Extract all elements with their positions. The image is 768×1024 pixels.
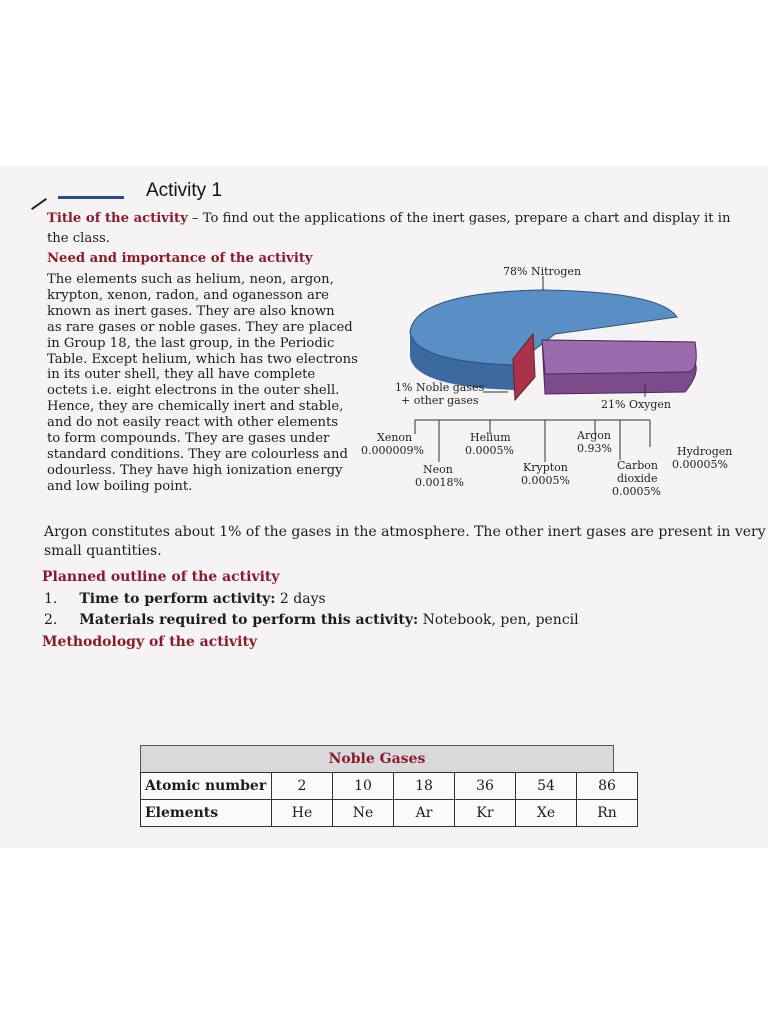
- need-line: The elements such as helium, neon, argon,: [47, 272, 334, 287]
- need-line: in its outer shell, they all have complete: [47, 367, 316, 383]
- label-oxygen: 21% Oxygen: [601, 398, 672, 411]
- outline-heading: Planned outline of the activity: [42, 569, 280, 585]
- need-line: standard conditions. They are colourless and: [47, 446, 348, 462]
- table-cell: He: [272, 800, 333, 827]
- need-line: in Group 18, the last group, in the Periodic: [47, 335, 335, 351]
- need-line: krypton, xenon, radon, and oganesson are: [47, 287, 329, 303]
- heading-rule: [58, 196, 124, 199]
- table-cell: 36: [455, 773, 516, 800]
- need-line: to form compounds. They are gases under: [47, 431, 330, 447]
- need-paragraph: [47, 272, 358, 495]
- label-hydrogen: Hydrogen: [677, 445, 733, 458]
- need-line: known as inert gases. They are also known: [47, 303, 335, 319]
- value-carbon: 0.0005%: [612, 485, 661, 498]
- need-line: and low boiling point.: [47, 478, 193, 494]
- table-cell: 10: [333, 773, 394, 800]
- need-line: Hence, they are chemically inert and stable,: [47, 399, 344, 415]
- need-line: as rare gases or noble gases. They are placed: [47, 319, 353, 335]
- table-cell: Xe: [516, 800, 577, 827]
- table-cell: Rn: [577, 800, 638, 827]
- label-carbon-2: dioxide: [617, 472, 658, 485]
- activity-title-cont: the class.: [47, 231, 110, 246]
- outline-item-1: [44, 591, 326, 607]
- label-argon: Argon: [577, 429, 611, 442]
- atmosphere-pie-chart: [355, 262, 745, 512]
- row-label-atomic-number: Atomic number: [141, 773, 272, 800]
- table-cell: 18: [394, 773, 455, 800]
- table-cell: 54: [516, 773, 577, 800]
- row-label-elements: Elements: [141, 800, 272, 827]
- argon-line-2: small quantities.: [44, 543, 162, 559]
- value-krypton: 0.0005%: [521, 474, 570, 487]
- methodology-heading: Methodology of the activity: [42, 634, 258, 650]
- need-line: octets i.e. eight electrons in the outer shell.: [47, 383, 340, 399]
- pie-slice-oxygen-top: [542, 340, 696, 374]
- activity-title-text: – To find out the applications of the inert gases, prepare a chart and display it in: [187, 211, 731, 226]
- table-cell: 2: [272, 773, 333, 800]
- value-hydrogen: 0.00005%: [672, 458, 728, 471]
- value-helium: 0.0005%: [465, 444, 514, 457]
- need-line: odourless. They have high ionization energy: [47, 462, 343, 478]
- label-nitrogen: 78% Nitrogen: [503, 265, 582, 278]
- label-noble-2: + other gases: [401, 394, 479, 407]
- value-neon: 0.0018%: [415, 476, 464, 489]
- outline-item-2-num: 2.: [44, 612, 58, 628]
- value-xenon: 0.000009%: [361, 444, 424, 457]
- table-cell: Kr: [455, 800, 516, 827]
- value-argon: 0.93%: [577, 442, 612, 455]
- label-xenon: Xenon: [377, 431, 413, 444]
- need-heading: Need and importance of the activity: [47, 251, 313, 266]
- table-row: [141, 773, 638, 800]
- need-line: Table. Except helium, which has two electrons: [47, 351, 358, 367]
- table-title: Noble Gases: [140, 745, 614, 773]
- activity-heading: Activity 1: [146, 180, 223, 201]
- table-row: [141, 800, 638, 827]
- outline-item-2-label: Materials required to perform this activity:: [79, 612, 419, 628]
- table-cell: Ar: [394, 800, 455, 827]
- activity-title-label: Title of the activity: [47, 211, 188, 226]
- label-krypton: Krypton: [523, 461, 568, 474]
- table-cell: 86: [577, 773, 638, 800]
- outline-item-1-value: 2 days: [275, 591, 326, 607]
- label-neon: Neon: [423, 463, 453, 476]
- table-cell: Ne: [333, 800, 394, 827]
- need-line: and do not easily react with other elements: [47, 415, 339, 431]
- label-helium: Helium: [470, 431, 511, 444]
- label-carbon-1: Carbon: [617, 459, 658, 472]
- activity-title: [47, 211, 730, 227]
- outline-item-2: [44, 612, 579, 628]
- outline-item-1-label: Time to perform activity:: [79, 591, 276, 607]
- argon-line-1: Argon constitutes about 1% of the gases in the atmosphere. The other inert gases are present in very: [44, 524, 766, 540]
- outline-item-2-value: Notebook, pen, pencil: [418, 612, 579, 628]
- noble-gases-table: [140, 772, 638, 827]
- outline-item-1-num: 1.: [44, 591, 58, 607]
- label-noble-1: 1% Noble gases: [395, 381, 485, 394]
